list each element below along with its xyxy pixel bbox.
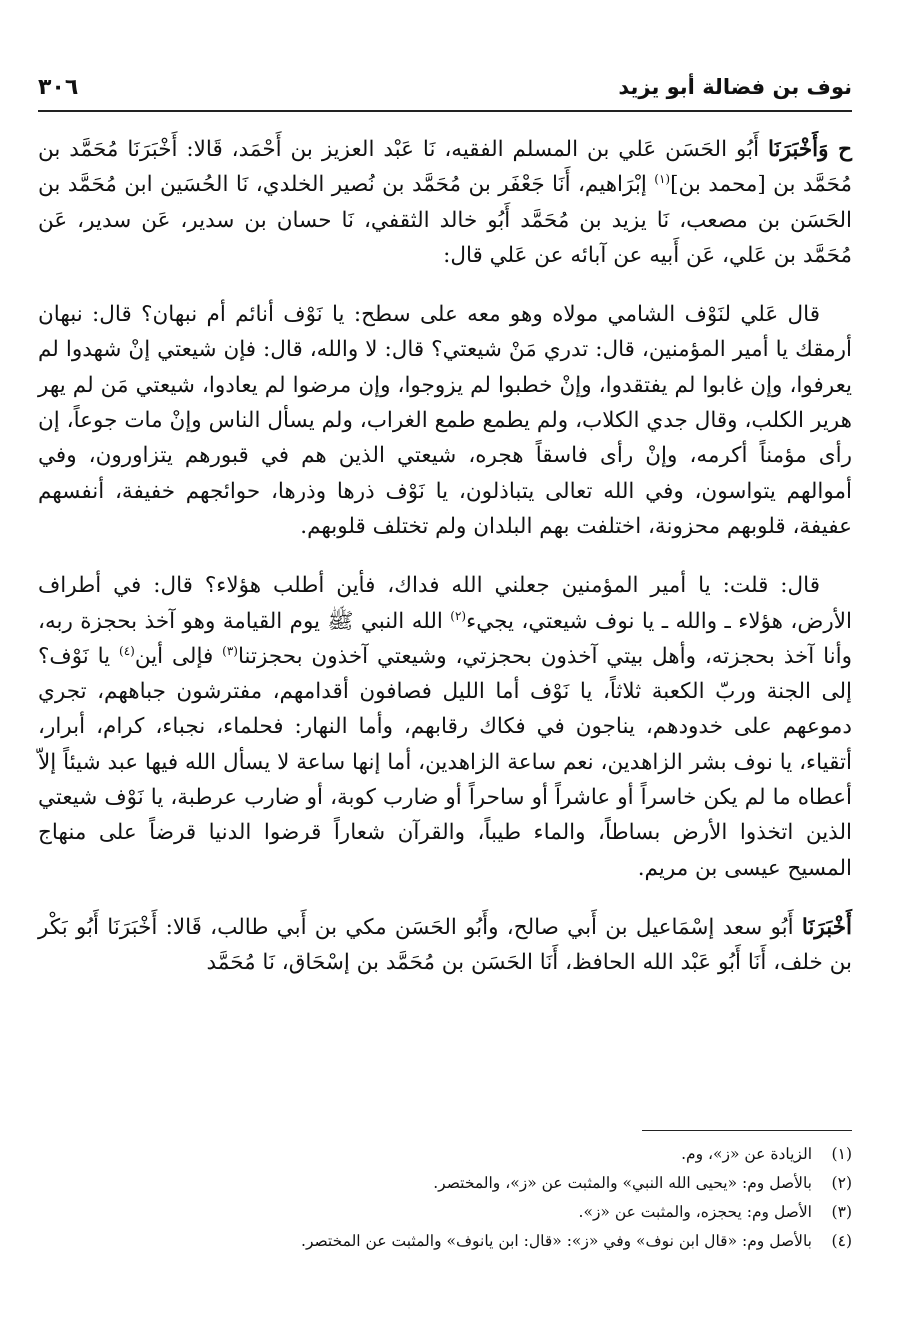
footnotes [38,1140,852,1256]
paragraph-lead: ح وَأَخْبَرَنَا [768,137,852,162]
footnote-4 [38,1227,852,1256]
footnote-3 [38,1198,852,1227]
footnote-text: بالأصل وم: «قال ابن نوف» وفي «ز»: «قال: ابن يانوف» والمثبت عن المختصر. [301,1232,812,1250]
footnote-text: الأصل وم: يحجزه، والمثبت عن «ز». [578,1203,812,1221]
paragraph-isnad-1 [38,132,852,273]
paragraph-text: الله النبي ﷺ يوم القيامة وهو آخذ بحجزة ربه، وأنا آخذ بحجزته، وأهل بيتي آخذون بحجزتي، وشيعتي آخذون بحجزتنا [38,608,852,669]
running-title: نوف بن فضالة أبو يزيد [618,75,852,99]
header-rule [38,110,852,112]
page-header [38,70,852,104]
footnote-number: (٣) [831,1203,852,1221]
paragraph-isnad-2 [38,910,852,981]
footnote-ref-3: (٣) [222,643,238,658]
paragraph-text: يا نَوْف؟ إلى الجنة وربّ الكعبة ثلاثاً، يا نَوْف أما الليل فصافون أقدامهم، مفترشون جباههم، تجري دموعهم على خدودهم، يناجون في فكاك رقابهم، وأما النهار: فحلماء، نجباء، كرام، أبرار، أتقياء، يا نوف بشر الزاهدين، نعم ساعة الزاهدين، أما إنها ساعة لا يسأل الله فيها عبد شيئاً إلاّ أعطاه ما لم يكن خاسراً أو عاشراً أو ساحراً أو ضارب كوبة، أو ضارب عرطبة، يا نَوْف شيعتي الذين اتخذوا الأرض بساطاً، والماء طيباً، والقرآن شعاراً قرضوا الدنيا قرضاً على منهاج المسيح عيسى بن مريم. [38,643,852,881]
paragraph-matn-1 [38,297,852,544]
footnote-ref-1: (١) [654,172,671,187]
footnote-ref-2: (٢) [450,608,467,623]
footnote-1 [38,1140,852,1169]
footnote-text: بالأصل وم: «يحيى الله النبي» والمثبت عن «ز»، والمختصر. [433,1174,812,1192]
footnote-ref-4: (٤) [119,643,135,658]
paragraph-matn-2 [38,568,852,886]
paragraph-text: أَبُو الحَسَن عَلي بن المسلم الفقيه، نَا عَبْد العزيز بن أَحْمَد، قَالا: أَخْبَرَنَا مُحَمَّد بن مُحَمَّد بن [محمد بن] [38,137,853,198]
paragraph-text: قال: قلت: يا أمير المؤمنين جعلني الله فداك، فأين أطلب هؤلاء؟ قال: في أطراف الأرض، هؤلاء ـ والله ـ يا نوف شيعتي، يجيء [38,573,852,634]
page-number: ٣٠٦ [38,74,79,100]
paragraph-text: فإلى أين [134,643,214,669]
footnote-number: (١) [831,1145,852,1163]
paragraph-text: أَبُو سعد إسْمَاعيل بن أَبي صالح، وأَبُو الحَسَن مكي بن أَبي طالب، قَالا: أَخْبَرَنَا أَبُو بَكْر بن خلف، أَنَا أَبُو عَبْد الله الحافظ، أَنَا الحَسَن بن مُحَمَّد بن إسْحَاق، نَا مُحَمَّد [38,914,852,976]
paragraph-text: إبْرَاهيم، أَنَا جَعْفَر بن مُحَمَّد بن نُصير الخلدي، نَا الحُسَين ابن مُحَمَّد بن الحَسَن بن مصعب، نَا يزيد بن مُحَمَّد أَبُو خالد الثقفي، نَا حسان بن سدير، عَن سدير، عَن مُحَمَّد بن عَلي، عَن أَبيه عن آبائه عن عَلي قال: [38,172,852,268]
footnote-number: (٤) [831,1232,852,1250]
footnote-2 [38,1169,852,1198]
paragraph-lead: أَخْبَرَنَا [801,914,852,940]
footnote-number: (٢) [831,1174,852,1192]
footnote-rule [642,1130,852,1131]
footnote-text: الزيادة عن «ز»، وم. [681,1145,812,1163]
body-text [38,132,852,989]
paragraph-text: قال عَلي لنَوْف الشامي مولاه وهو معه على سطح: يا نَوْف أنائم أم نبهان؟ قال: نبهان أرمقك يا أمير المؤمنين، قال: تدري مَنْ شيعتي؟ قال: لا والله، قال: فإن شيعتي إنْ شهدوا لم يعرفوا، وإن غابوا لم يفتقدوا، وإنْ خطبوا لم يزوجوا، وإن مرضوا لم يعادوا، شيعتي مَن لم يهر هرير الكلب، وقال جدي الكلاب، ولم يطمع طمع الغراب، ولم يسأل الناس وإنْ مات جوعاً، إن رأى مؤمناً أكرمه، وإنْ رأى فاسقاً هجره، شيعتي الذين هم في قبورهم يتزاورون، وفي أموالهم يتواسون، وفي الله تعالى يتباذلون، يا نَوْف ذرها وذرها، حوائجهم خفيفة، أنفسهم عفيفة، قلوبهم محزونة، اختلفت بهم البلدان ولم تختلف قلوبهم. [38,302,852,539]
